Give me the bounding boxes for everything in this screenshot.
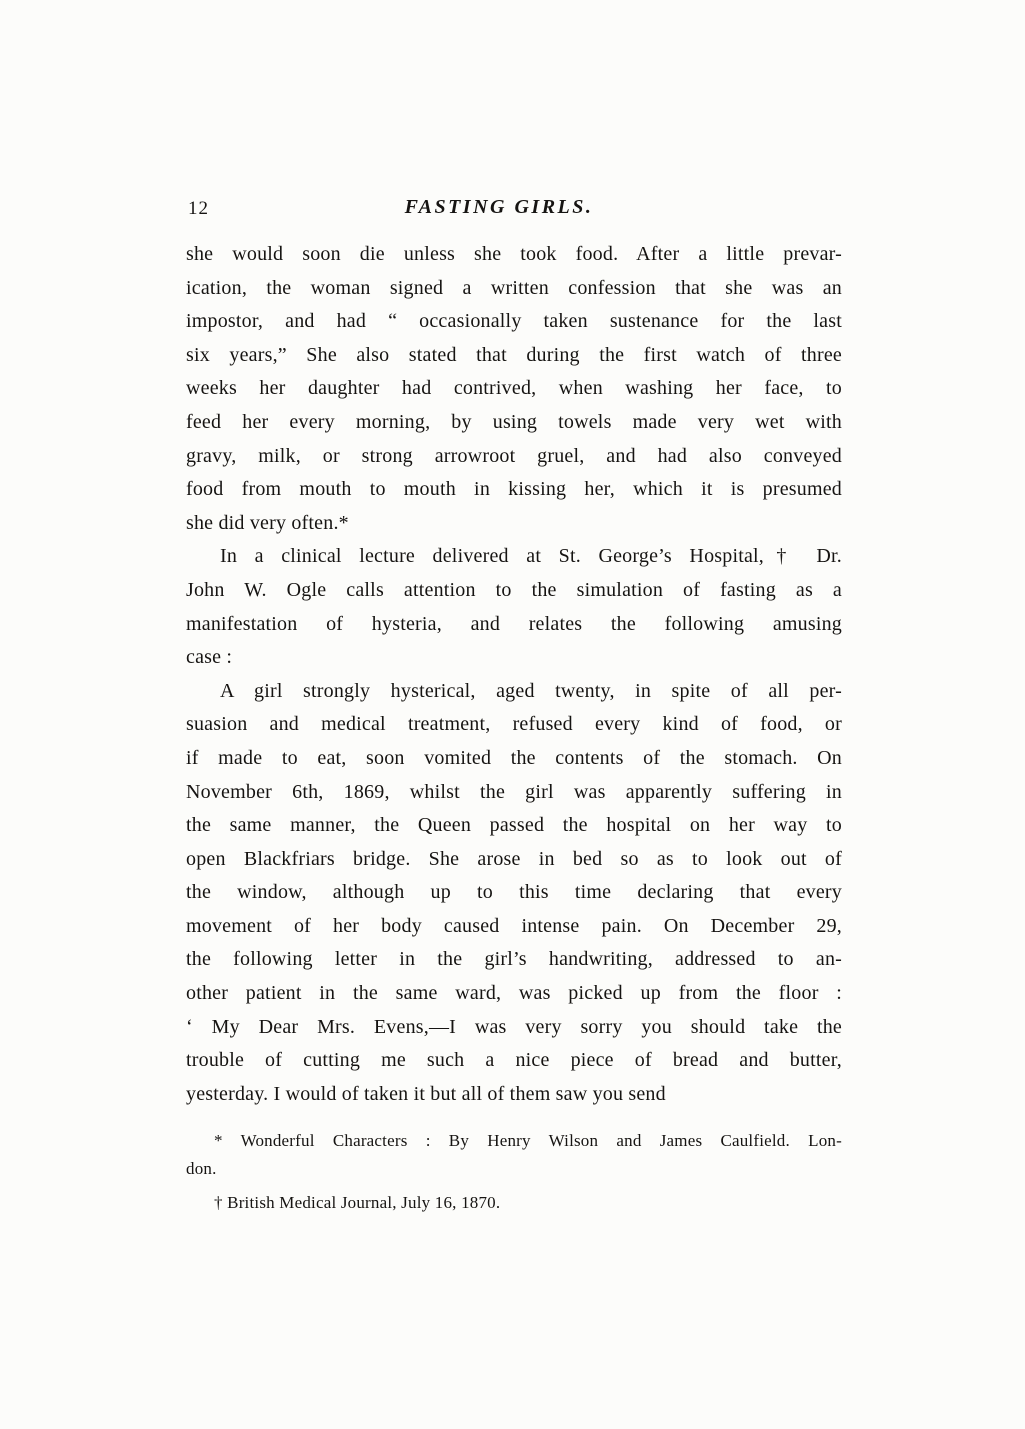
text-line: six years,” She also stated that during the first watch of three — [186, 343, 842, 366]
text-line: she did very often.* — [186, 511, 349, 534]
text-line: November 6th, 1869, whilst the girl was apparently suffering in — [186, 780, 842, 803]
text-line: A girl strongly hysterical, aged twenty, in spite of all per- — [220, 679, 842, 702]
text-line: impostor, and had “ occasionally taken sustenance for the last — [186, 310, 842, 333]
footnote — [186, 1127, 842, 1182]
text-line: yesterday. I would of taken it but all of them saw you send — [186, 1082, 666, 1105]
text-line: feed her every morning, by using towels made very wet with — [186, 410, 842, 433]
text-line: weeks her daughter had contrived, when washing her face, to — [186, 377, 842, 400]
running-header — [186, 196, 842, 224]
text-line: the same manner, the Queen passed the hospital on her way to — [186, 814, 842, 837]
text-line: gravy, milk, or strong arrowroot gruel, and had also conveyed — [186, 444, 842, 467]
text-line: John W. Ogle calls attention to the simulation of fasting as a — [186, 578, 842, 601]
text-line: suasion and medical treatment, refused every kind of food, or — [186, 713, 842, 736]
footnotes — [186, 1127, 842, 1217]
text-line: manifestation of hysteria, and relates the following amusing — [186, 612, 842, 635]
text-line: movement of her body caused intense pain. On December 29, — [186, 914, 842, 937]
text-line: ication, the woman signed a written confession that she was an — [186, 276, 842, 299]
running-title: FASTING GIRLS. — [404, 196, 594, 218]
text-line: other patient in the same ward, was picked up from the floor : — [186, 982, 842, 1005]
text-line: ‘ My Dear Mrs. Evens,—I was very sorry you should take the — [186, 1015, 842, 1038]
text-line: case : — [186, 646, 233, 669]
footnote-line: don. — [186, 1158, 217, 1178]
text-line: trouble of cutting me such a nice piece of bread and butter, — [186, 1049, 842, 1072]
text-block — [186, 238, 842, 1111]
text-line: she would soon die unless she took food. After a little prevar- — [186, 243, 842, 265]
footnote-line: * Wonderful Characters : By Henry Wilson and James Caulfield. Lon- — [214, 1131, 842, 1151]
page-number: 12 — [188, 198, 209, 219]
text-line: food from mouth to mouth in kissing her, which it is presumed — [186, 478, 842, 501]
text-line: open Blackfriars bridge. She arose in bed so as to look out of — [186, 847, 842, 870]
text-line: if made to eat, soon vomited the contents of the stomach. On — [186, 746, 842, 769]
footnote — [186, 1189, 842, 1217]
text-line: In a clinical lecture delivered at St. George’s Hospital,† Dr. — [220, 545, 842, 568]
text-line: the following letter in the girl’s handwriting, addressed to an- — [186, 948, 842, 971]
text-line: the window, although up to this time declaring that every — [186, 881, 842, 904]
page-content — [186, 196, 842, 1224]
footnote-line: † British Medical Journal, July 16, 1870. — [214, 1193, 501, 1213]
